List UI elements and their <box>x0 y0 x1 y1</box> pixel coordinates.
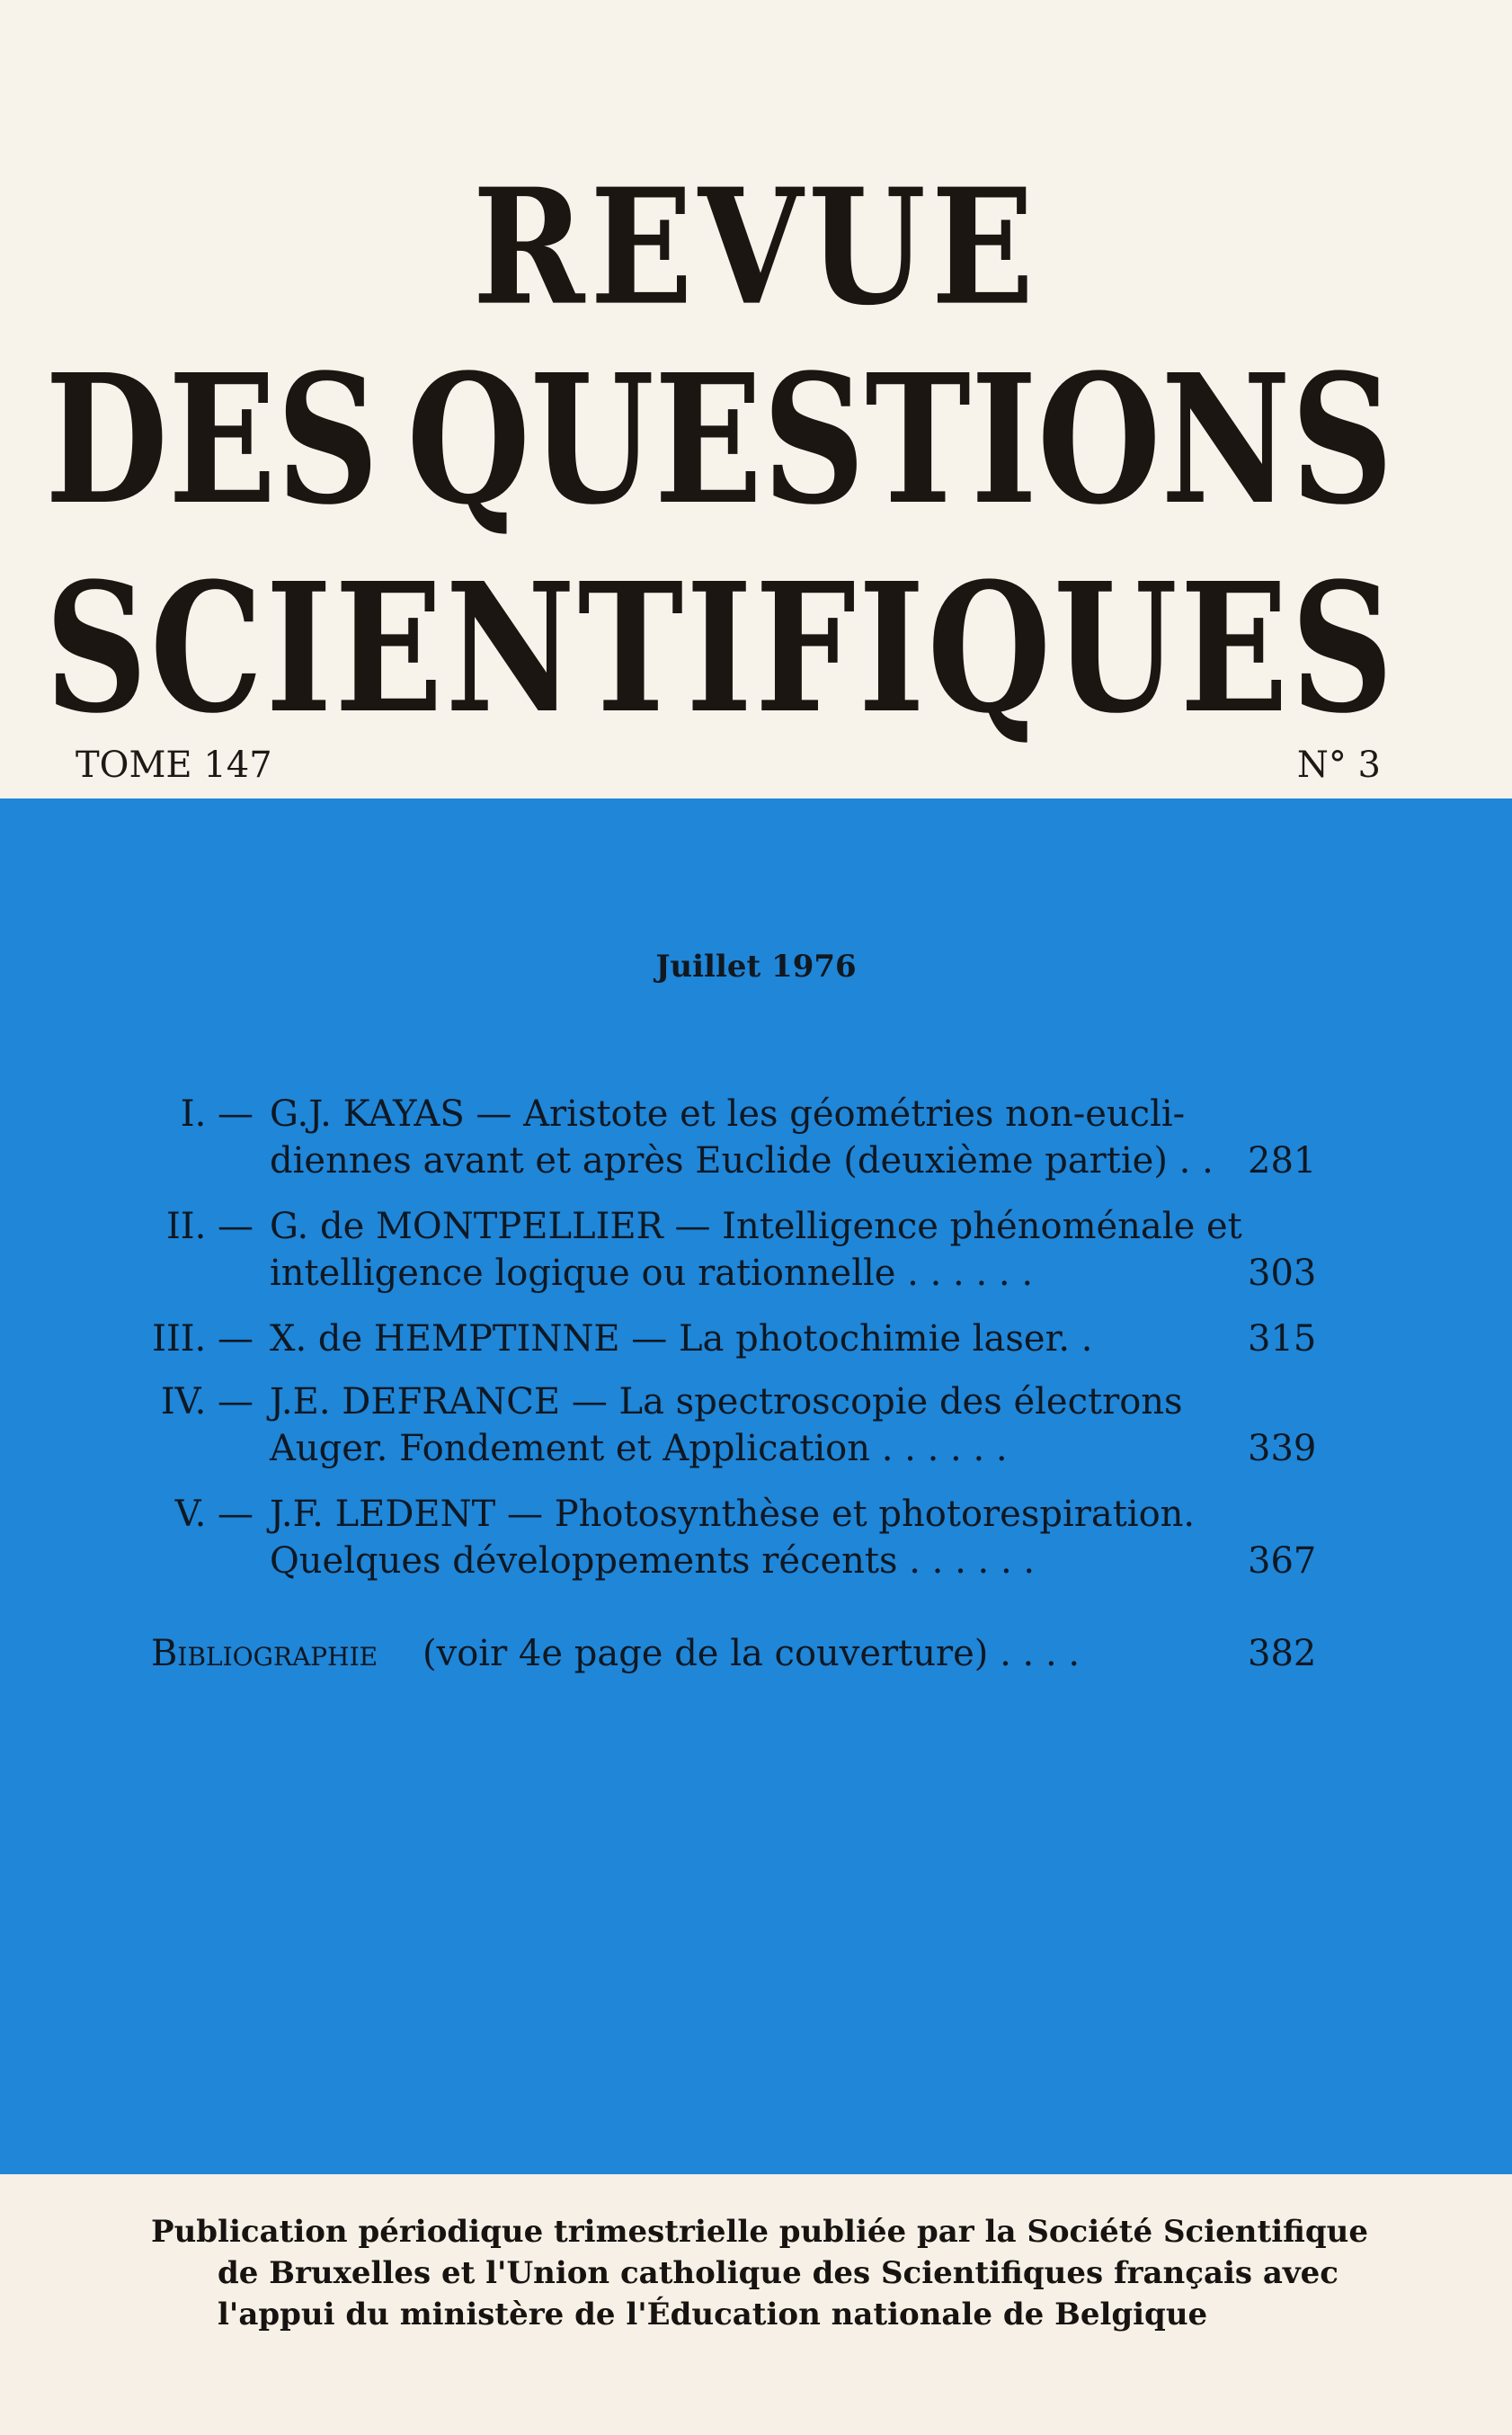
toc-numeral: III. — <box>152 1318 253 1360</box>
title-letter: N <box>445 545 575 754</box>
toc-numeral: V. — <box>174 1494 253 1535</box>
toc-line: Auger. Fondement et Application . . . . . . <box>270 1428 1008 1469</box>
toc-line: J.E. DEFRANCE — La spectroscopie des électrons <box>270 1381 1183 1423</box>
footer-line: l'appui du ministère de l'Éducation nationale de Belgique <box>218 2297 1208 2332</box>
toc-numeral: I. — <box>180 1093 253 1135</box>
title-letter: I <box>858 545 925 754</box>
toc-line: Quelques développements récents . . . . . . <box>270 1540 1036 1582</box>
toc-page: 315 <box>1248 1318 1317 1360</box>
title-letter: U <box>1054 545 1178 754</box>
toc-page: 367 <box>1248 1540 1317 1582</box>
title-letter: E <box>334 545 443 754</box>
title-letter: E <box>1179 545 1289 754</box>
title-scientifiques <box>45 545 1393 754</box>
bibliography-text: (voir 4e page de la couverture) . . . . <box>422 1633 1081 1674</box>
toc-line: diennes avant et après Euclide (deuxième partie) . . <box>270 1140 1214 1182</box>
toc-page: 382 <box>1248 1633 1317 1674</box>
issue-number: N° 3 <box>1296 745 1381 786</box>
toc-line: J.F. LEDENT — Photosynthèse et photorespiration. <box>270 1494 1196 1535</box>
toc-numeral: II. — <box>165 1206 253 1247</box>
toc-line: X. de HEMPTINNE — La photochimie laser. . <box>270 1318 1093 1360</box>
footer-line: de Bruxelles et l'Union catholique des Scientifiques français avec <box>218 2255 1339 2291</box>
title-letter: S <box>45 545 148 754</box>
toc-line: G.J. KAYAS — Aristote et les géométries non-eucli- <box>270 1093 1186 1135</box>
tome-label: TOME 147 <box>76 745 272 786</box>
masthead <box>0 0 1512 798</box>
contents-band <box>0 798 1512 2174</box>
toc-line: G. de MONTPELLIER — Intelligence phénoménale et <box>270 1206 1242 1247</box>
title-des-questions <box>45 336 1393 545</box>
issue-date: Juillet 1976 <box>655 949 857 985</box>
title-letter: T <box>577 545 684 754</box>
title-letter: F <box>754 545 857 754</box>
title-letter: I <box>686 545 753 754</box>
footer-line: Publication périodique trimestrielle publiée par la Société Scientifique <box>151 2214 1368 2250</box>
toc-page: 339 <box>1248 1428 1317 1469</box>
title-word-des: DES <box>45 336 379 545</box>
title-letter: S <box>1290 545 1393 754</box>
title-letter: C <box>149 545 263 754</box>
title-letter: Q <box>927 545 1052 754</box>
title-word-questions: QUESTIONS <box>406 336 1393 545</box>
title-revue: REVUE <box>472 154 1040 342</box>
publisher-note <box>0 2174 1512 2435</box>
toc-page: 281 <box>1248 1140 1317 1182</box>
toc-line: intelligence logique ou rationnelle . . . . . . <box>270 1253 1034 1294</box>
toc-numeral: IV. — <box>160 1381 253 1423</box>
bibliography-label: Bibliographie <box>151 1633 378 1674</box>
toc-page: 303 <box>1248 1253 1317 1294</box>
title-letter: I <box>265 545 333 754</box>
